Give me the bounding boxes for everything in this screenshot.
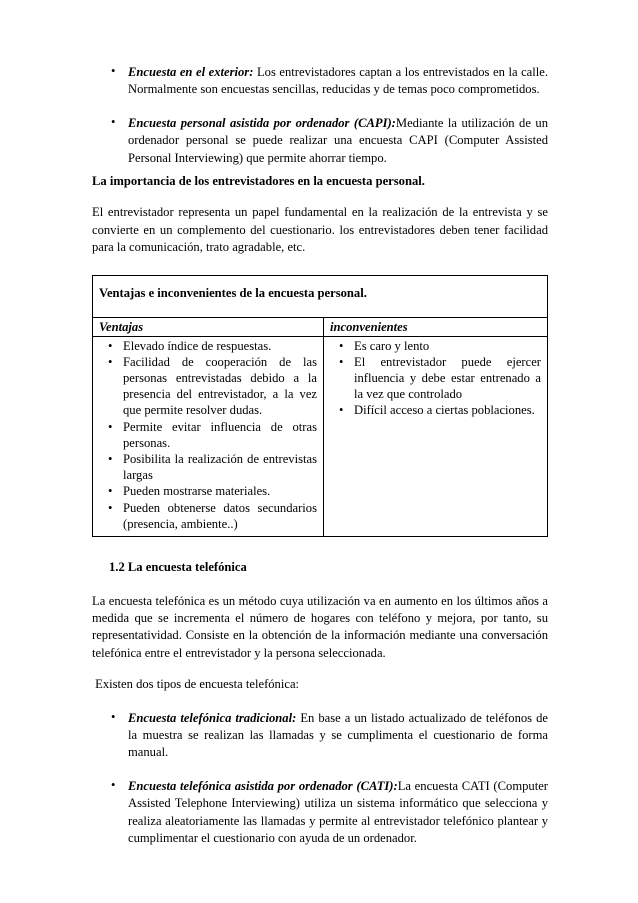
bullet-list-bottom [92,710,548,848]
bullet-list-top [92,64,548,167]
bullet-icon: • [339,403,344,418]
ventajas-cell [93,336,324,536]
bullet-icon: • [108,354,113,369]
paragraph: El entrevistador representa un papel fundamental en la realización de la entrevista y se convierte en un complemento del cuestionario. los entrevistadores deben tener facilidad para la comunicación, trato agradable, etc. [92,205,548,255]
list-item: • Difícil acceso a ciertas poblaciones. [339,403,535,418]
bullet-text: Mediante la utilización de un ordenador personal se puede realizar una encuesta CAPI (Computer Assisted Personal Interviewing) que permite ahorrar tiempo. [128,115,548,165]
list-item: • Pueden obtenerse datos secundarios (presencia, ambiente..) [108,500,317,531]
paragraph-intro: Existen dos tipos de encuesta telefónica: [92,677,300,692]
list-item [92,710,548,762]
list-item: • Posibilita la realización de entrevistas largas [108,452,317,483]
table-title: Ventajas e inconvenientes de la encuesta personal. [93,275,548,317]
inconvenientes-list [330,337,541,423]
bullet-icon: • [108,500,113,515]
column-header-inconvenientes: inconvenientes [324,317,548,336]
bullet-icon: • [111,709,116,724]
list-item: • Pueden mostrarse materiales. [108,484,271,499]
section-heading: La importancia de los entrevistadores en la encuesta personal. [92,174,425,189]
section-heading: 1.2 La encuesta telefónica [109,560,247,575]
bullet-icon: • [108,338,113,353]
list-item: • Es caro y lento [339,338,430,353]
bullet-lead: Encuesta telefónica asistida por ordenador (CATI): [128,778,398,793]
list-item: • Facilidad de cooperación de las personas entrevistadas debido a la presencia del entrevistador, a la vez que permite resolver dudas. [108,354,317,418]
list-item [92,64,548,99]
column-header-ventajas: Ventajas [93,317,324,336]
document-page [92,64,548,847]
bullet-icon: • [339,354,344,369]
inconvenientes-cell [324,336,548,536]
list-item [92,778,548,848]
bullet-text: La encuesta CATI (Computer Assisted Telephone Interviewing) utiliza un sistema informático que selecciona y realiza aleatoriamente las llamadas y permite al entrevistador telefónico plantear y cumplimentar el cuestionario con ayuda de un ordenador. [128,778,548,845]
list-item: • Elevado índice de respuestas. [108,338,272,353]
list-item: • El entrevistador puede ejercer influencia y debe estar entrenado a la vez que controlado [339,354,541,402]
bullet-icon: • [108,452,113,467]
bullet-icon: • [111,777,116,792]
bullet-lead: Encuesta en el exterior: [128,65,254,79]
ventajas-list [99,337,317,536]
paragraph: La encuesta telefónica es un método cuya utilización va en aumento en los últimos años a medida que se incrementa el número de hogares con teléfono y mejora, por tanto, su representatividad. Consiste en la obtención de la información mediante una conversación telefónica entre el entrevistador y la persona seleccionada. [92,593,548,660]
list-item [92,115,548,167]
list-item: • Permite evitar influencia de otras personas. [108,419,317,450]
bullet-icon: • [108,484,113,499]
bullet-icon: • [108,419,113,434]
bullet-icon: • [111,64,116,78]
bullet-text: Los entrevistadores captan a los entrevistados en la calle. Normalmente son encuestas sencillas, reducidas y de temas poco comprometidos. [128,65,548,97]
bullet-icon: • [339,338,344,353]
bullet-lead: Encuesta personal asistida por ordenador (CAPI): [128,115,396,130]
bullet-text: En base a un listado actualizado de teléfonos de la muestra se realizan las llamadas y se cumplimenta el cuestionario de forma manual. [128,710,548,760]
bullet-icon: • [111,114,116,129]
bullet-lead: Encuesta telefónica tradicional: [128,710,297,725]
comparison-table [92,275,548,537]
